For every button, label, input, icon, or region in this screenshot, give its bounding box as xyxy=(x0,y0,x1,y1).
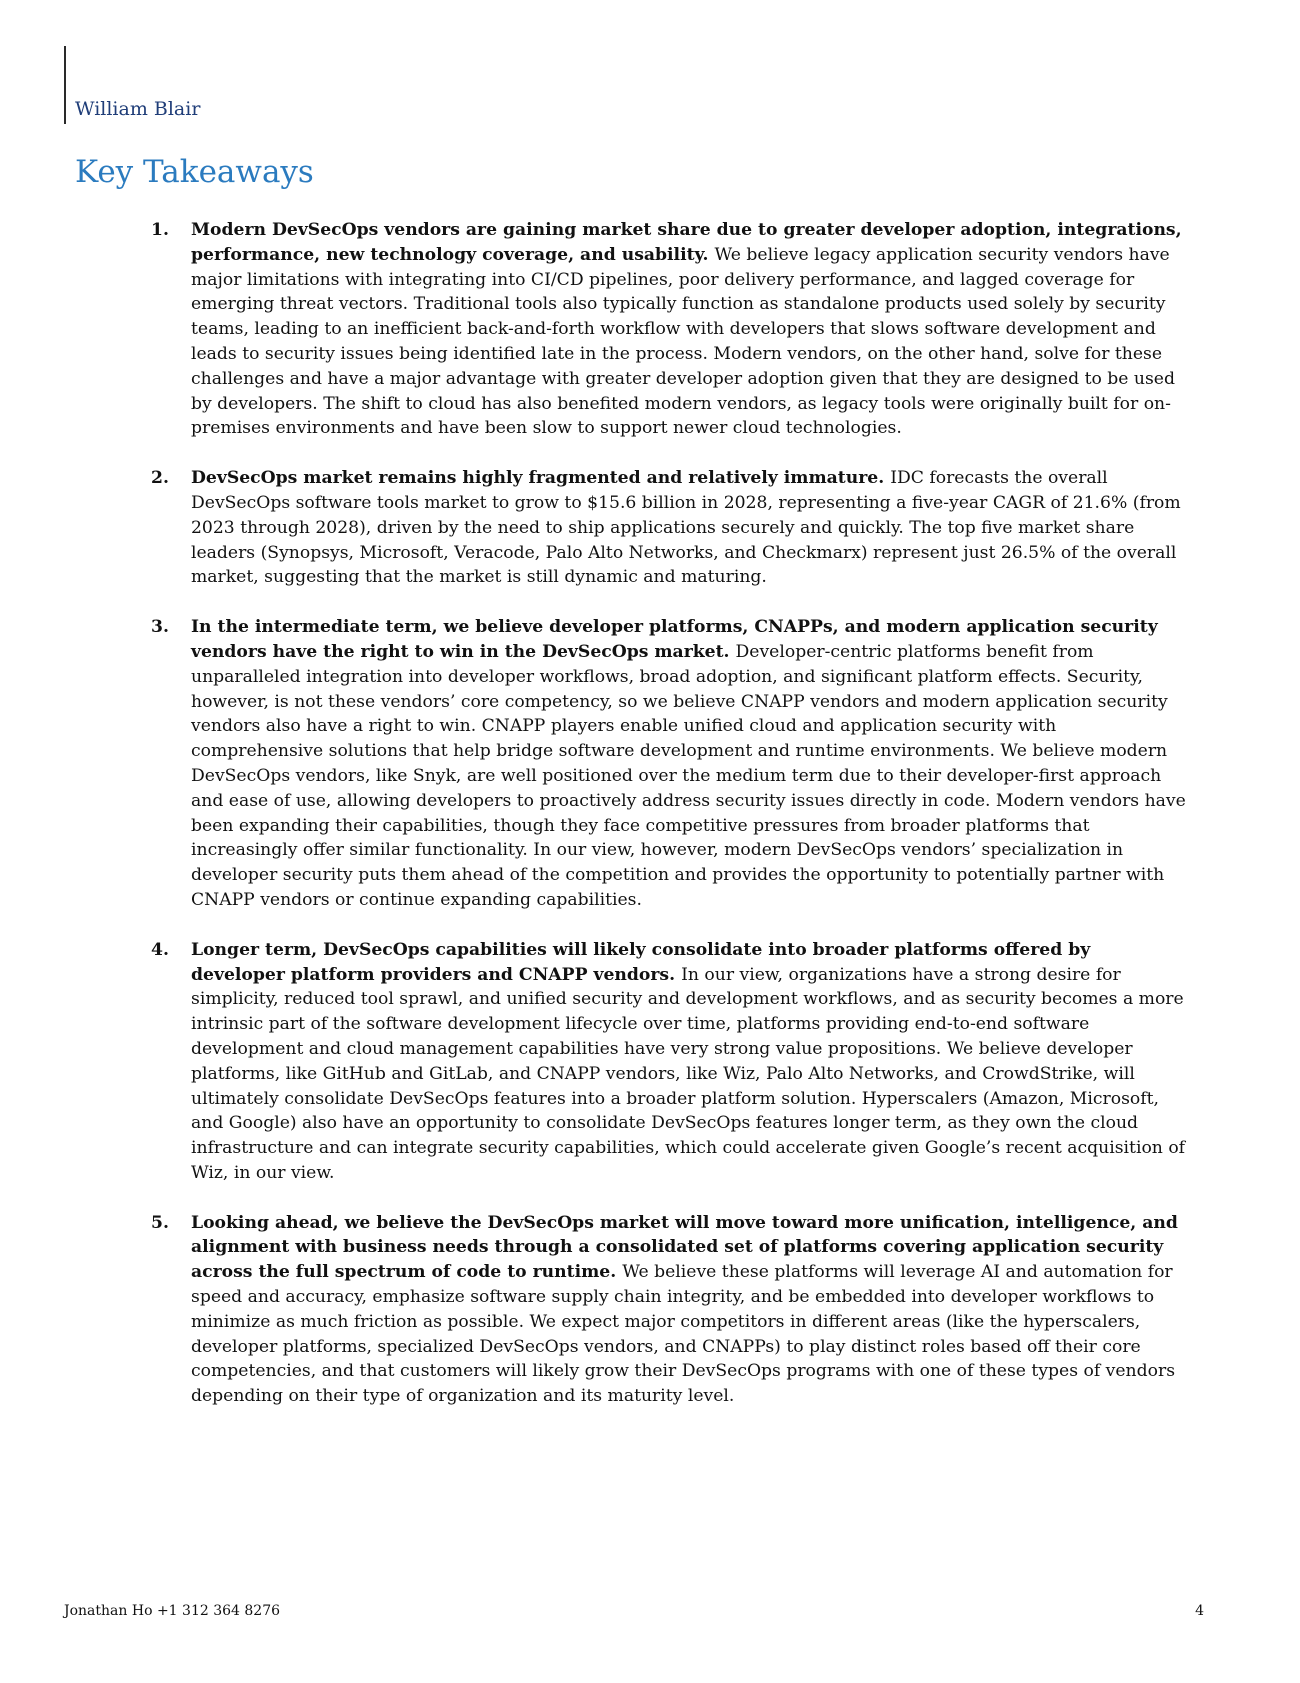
takeaway-number: 5. xyxy=(151,1212,169,1233)
takeaway-item-5 xyxy=(150,1211,1190,1409)
header-divider xyxy=(64,46,66,124)
takeaway-body: IDC forecasts the overall DevSecOps software tools market to grow to $15.6 billion in 2028, representing a five-year CAGR of 21.6% (from 2023 through 2028), driven by the need to ship applications securely and quickly. The top five market share leaders (Synopsys, Microsoft, Veracode, Palo Alto Networks, and Checkmarx) represent just 26.5% of the overall market, suggesting that the market is still dynamic and maturing. xyxy=(191,468,1181,588)
page-number: 4 xyxy=(1195,1603,1204,1619)
footer-author-contact: Jonathan Ho +1 312 364 8276 xyxy=(64,1603,281,1619)
takeaway-body: We believe these platforms will leverage AI and automation for speed and accuracy, emphasize software supply chain integrity, and be embedded into developer workflows to minimize as much friction as possible. We expect major competitors in different areas (like the hyperscalers, developer platforms, specialized DevSecOps vendors, and CNAPPs) to play distinct roles based off their core competencies, and that customers will likely grow their DevSecOps programs with one of these types of vendors depending on their type of organization and its maturity level. xyxy=(191,1262,1176,1407)
takeaway-item-3 xyxy=(150,615,1190,913)
takeaway-lead: In the intermediate term, we believe developer platforms, CNAPPs, and modern application security vendors have the right to win in the DevSecOps market. xyxy=(191,617,1158,662)
takeaway-lead: DevSecOps market remains highly fragmented and relatively immature. xyxy=(191,468,891,489)
takeaway-body: We believe legacy application security vendors have major limitations with integrating into CI/CD pipelines, poor delivery performance, and lagged coverage for emerging threat vectors. Traditional tools also typically function as standalone products used solely by security teams, leading to an inefficient back-and-forth workflow with developers that slows software development and leads to security issues being identified late in the process. Modern vendors, on the other hand, solve for these challenges and have a major advantage with greater developer adoption given that they are designed to be used by developers. The shift to cloud has also benefited modern vendors, as legacy tools were originally built for on-premises environments and have been slow to support newer cloud technologies. xyxy=(191,244,1175,439)
takeaways-list xyxy=(150,218,1190,1434)
takeaway-item-2 xyxy=(150,466,1190,590)
takeaway-body: In our view, organizations have a strong desire for simplicity, reduced tool sprawl, and unified security and development workflows, and as security becomes a more intrinsic part of the software development lifecycle over time, platforms providing end-to-end software development and cloud management capabilities have very strong value propositions. We believe developer platforms, like GitHub and GitLab, and CNAPP vendors, like Wiz, Palo Alto Networks, and CrowdStrike, will ultimately consolidate DevSecOps features into a broader platform solution. Hyperscalers (Amazon, Microsoft, and Google) also have an opportunity to consolidate DevSecOps features longer term, as they own the cloud infrastructure and can integrate security capabilities, which could accelerate given Google’s recent acquisition of Wiz, in our view. xyxy=(191,964,1186,1183)
takeaway-number: 1. xyxy=(151,220,169,240)
takeaway-body: Developer-centric platforms benefit from unparalleled integration into developer workflows, broad adoption, and significant platform effects. Security, however, is not these vendors’ core competency, so we believe CNAPP vendors and modern application security vendors also have a right to win. CNAPP players enable unified cloud and application security with comprehensive solutions that help bridge software development and runtime environments. We believe modern DevSecOps vendors, like Snyk, are well positioned over the medium term due to their developer-first approach and ease of use, allowing developers to proactively address security issues directly in code. Modern vendors have been expanding their capabilities, though they face competitive pressures from broader platforms that increasingly offer similar functionality. In our view, however, modern DevSecOps vendors’ specialization in developer security puts them ahead of the competition and provides the opportunity to potentially partner with CNAPP vendors or continue expanding capabilities. xyxy=(191,641,1186,910)
takeaway-lead: Longer term, DevSecOps capabilities will likely consolidate into broader platforms offered by developer platform providers and CNAPP vendors. xyxy=(191,939,1091,985)
takeaway-item-4 xyxy=(150,938,1190,1186)
takeaway-lead: Looking ahead, we believe the DevSecOps market will move toward more unification, intelligence, and alignment with business needs through a consolidated set of platforms covering application security across the full spectrum of code to runtime. xyxy=(191,1212,1178,1283)
takeaway-number: 2. xyxy=(151,468,169,489)
takeaway-number: 3. xyxy=(151,617,169,638)
page-title: Key Takeaways xyxy=(75,154,314,190)
takeaway-lead: Modern DevSecOps vendors are gaining market share due to greater developer adoption, integrations, performance, new technology coverage, and usability. xyxy=(191,220,1182,265)
takeaway-item-1 xyxy=(150,218,1190,441)
brand-name: William Blair xyxy=(75,98,201,120)
takeaway-number: 4. xyxy=(151,939,169,960)
